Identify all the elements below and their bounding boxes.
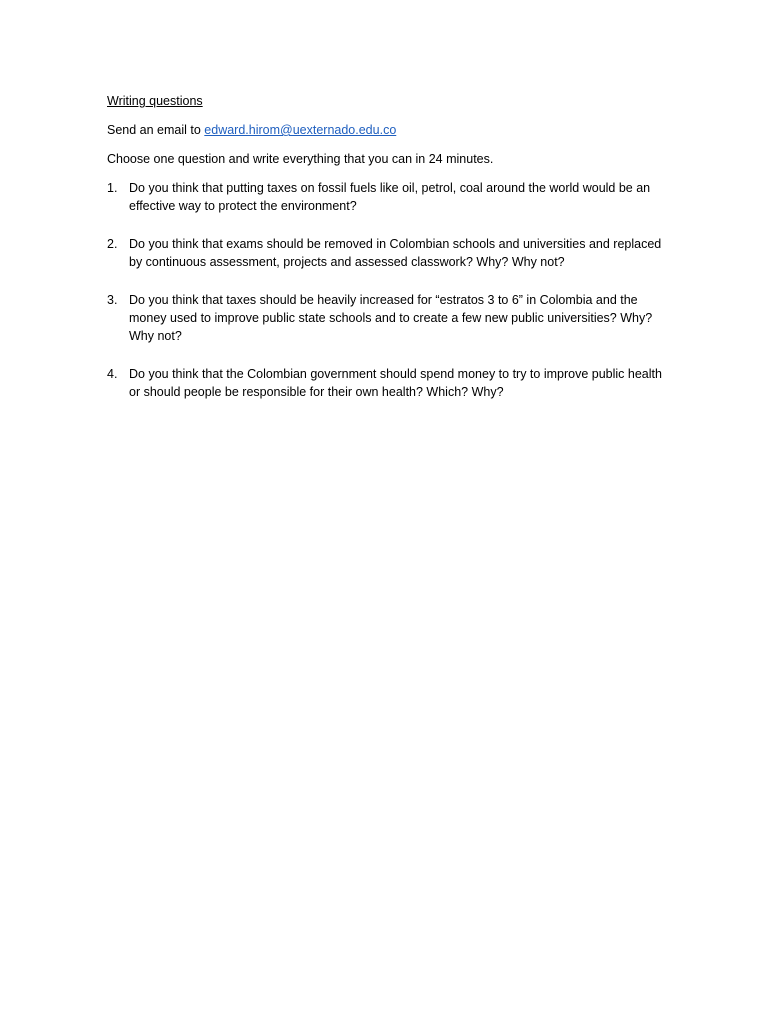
question-item-1 <box>107 179 667 215</box>
email-link[interactable]: edward.hirom@uexternado.edu.co <box>204 123 397 137</box>
question-text: Do you think that taxes should be heavily increased for “estratos 3 to 6” in Colombia and the money used to improve public state schools and to create a few new public universities? Why? Why not? <box>129 293 653 343</box>
question-text: Do you think that putting taxes on fossil fuels like oil, petrol, coal around the world would be an effective way to protect the environment? <box>129 181 651 213</box>
document-body <box>107 92 667 421</box>
question-item-4 <box>107 365 667 401</box>
question-number: 2. <box>107 237 118 251</box>
question-number: 1. <box>107 181 118 195</box>
document-title: Writing questions <box>107 94 203 108</box>
question-item-2 <box>107 235 667 271</box>
question-number: 4. <box>107 367 118 381</box>
question-item-3 <box>107 291 667 345</box>
instruction-text: Choose one question and write everything that you can in 24 minutes. <box>107 152 494 166</box>
question-text: Do you think that exams should be removed in Colombian schools and universities and replaced by continuous assessment, projects and assessed classwork? Why? Why not? <box>129 237 662 269</box>
question-list <box>107 179 667 401</box>
send-email-line <box>107 121 667 139</box>
question-number: 3. <box>107 293 118 307</box>
question-text: Do you think that the Colombian government should spend money to try to improve public health or should people be responsible for their own health? Which? Why? <box>129 367 662 399</box>
send-email-prefix: Send an email to <box>107 123 205 137</box>
